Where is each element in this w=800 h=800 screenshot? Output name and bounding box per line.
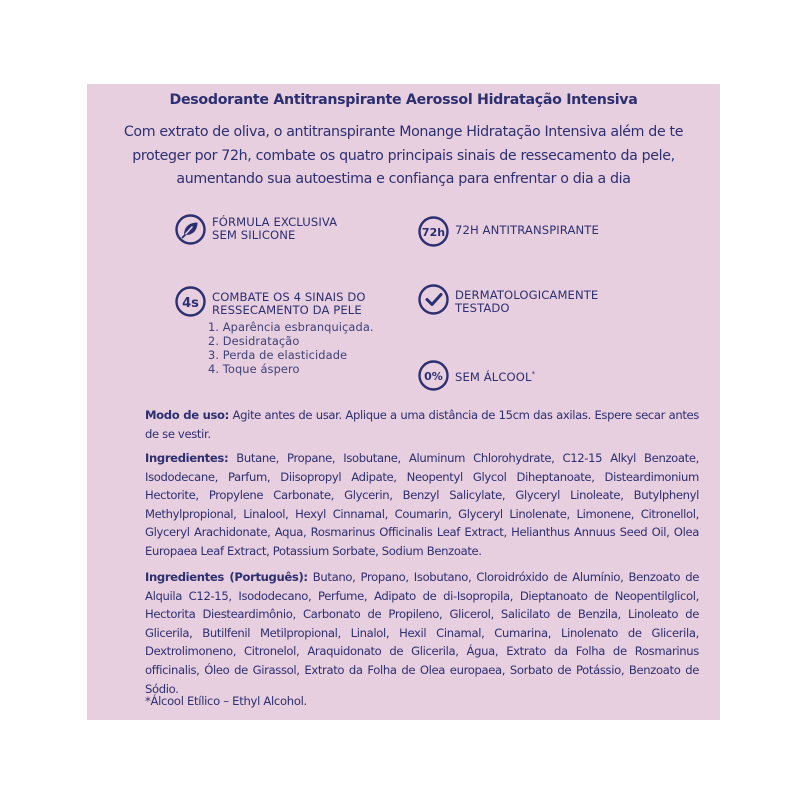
- 4s-badge-text: 4s: [182, 296, 199, 311]
- usage-label: Modo de uso:: [145, 408, 229, 422]
- list-item: 4. Toque áspero: [208, 362, 300, 376]
- feature-no-alcohol: [418, 360, 535, 391]
- ingredients-pt-text: Butano, Propano, Isobutano, Cloroidróxido de Alumínio, Benzoato de Alquila C12-15, Isododecano, Perfume, Adipato de di-Isopropila, Dieptanoato de Neopentilglicol, Hectorita Diesteardimônio, Carbonato de Propileno, Glicerol, Salicilato de Benzila, Linoleato de Glicerila, Butilfenil Metilpropional, Linalol, Hexil Cinamal, Cumarina, Linolenato de Glicerila, Dextrolimoneno, Citronelol, Araquidonato de Glicerila, Água, Extrato da Folha de Rosmarinus officinalis, Óleo de Girassol, Extrato da Folha de Olea europaea, Sorbato de Potássio, Benzoato de Sódio.: [145, 570, 699, 696]
- usage-text: Agite antes de usar. Aplique a uma distância de 15cm das axilas. Espere secar antes de se vestir.: [145, 408, 699, 441]
- feature-derm-tested: [418, 284, 598, 315]
- 4s-badge-icon: [175, 286, 206, 317]
- footnote-mark: *: [531, 370, 536, 378]
- feature-formula-line2: SEM SILICONE: [212, 228, 296, 242]
- 72h-badge-text: 72h: [421, 226, 446, 239]
- usage-instructions: [145, 406, 699, 443]
- ingredients-en-text: Butane, Propane, Isobutane, Aluminum Chlorohydrate, C12-15 Alkyl Benzoate, Isododecane, Parfum, Diisopropyl Adipate, Neopentyl Glycol Diheptanoate, Disteardimonium Hectorite, Propylene Carbonate, Glycerin, Benzyl Salicylate, Glyceryl Linoleate, Butylphenyl Methylpropional, Linalool, Hexyl Cinnamal, Coumarin, Glyceryl Linolenate, Limonene, Citronellol, Glyceryl Arachidonate, Aqua, Rosmarinus Officinalis Leaf Extract, Helianthus Annuus Seed Oil, Olea Europaea Leaf Extract, Potassium Sorbate, Sodium Benzoate.: [145, 451, 699, 558]
- signs-list: [208, 320, 374, 376]
- check-circle-icon: [418, 284, 449, 315]
- feature-4-signs: [175, 286, 366, 317]
- ingredients-en: [145, 449, 699, 561]
- ingredients-en-label: Ingredientes:: [145, 451, 229, 465]
- zero-percent-icon: [418, 360, 449, 391]
- zero-percent-text: 0%: [424, 370, 443, 383]
- list-item: 2. Desidratação: [208, 334, 300, 348]
- feature-formula-line1: FÓRMULA EXCLUSIVA: [212, 215, 338, 229]
- feature-72h: [418, 216, 599, 247]
- feature-4-signs-line2: RESSECAMENTO DA PELE: [212, 303, 362, 317]
- footnote: *Álcool Etílico – Ethyl Alcohol.: [145, 694, 307, 708]
- product-intro: Com extrato de oliva, o antitranspirante Monange Hidratação Intensiva além de te proteger por 72h, combate os quatro principais sinais de ressecamento da pele, aumentando sua autoestima e confiança para enfrentar o dia a dia: [123, 124, 684, 187]
- feature-derm-line2: TESTADO: [455, 301, 510, 315]
- 72h-badge-icon: [418, 216, 449, 247]
- feature-no-alcohol-label: SEM ÁLCOOL: [455, 369, 532, 384]
- ingredients-pt-label: Ingredientes (Português):: [145, 570, 308, 584]
- list-item: 1. Aparência esbranquiçada.: [208, 320, 374, 334]
- feature-72h-label: 72H ANTITRANSPIRANTE: [455, 223, 599, 237]
- feature-derm-line1: DERMATOLOGICAMENTE: [455, 288, 599, 302]
- leaf-icon: [175, 214, 206, 245]
- product-info-panel: [87, 84, 720, 720]
- feature-4-signs-line1: COMBATE OS 4 SINAIS DO: [212, 290, 366, 304]
- ingredients-pt: [145, 568, 699, 698]
- product-title: Desodorante Antitranspirante Aerossol Hidratação Intensiva: [169, 92, 638, 108]
- list-item: 3. Perda de elasticidade: [208, 348, 348, 362]
- feature-formula: [175, 214, 337, 245]
